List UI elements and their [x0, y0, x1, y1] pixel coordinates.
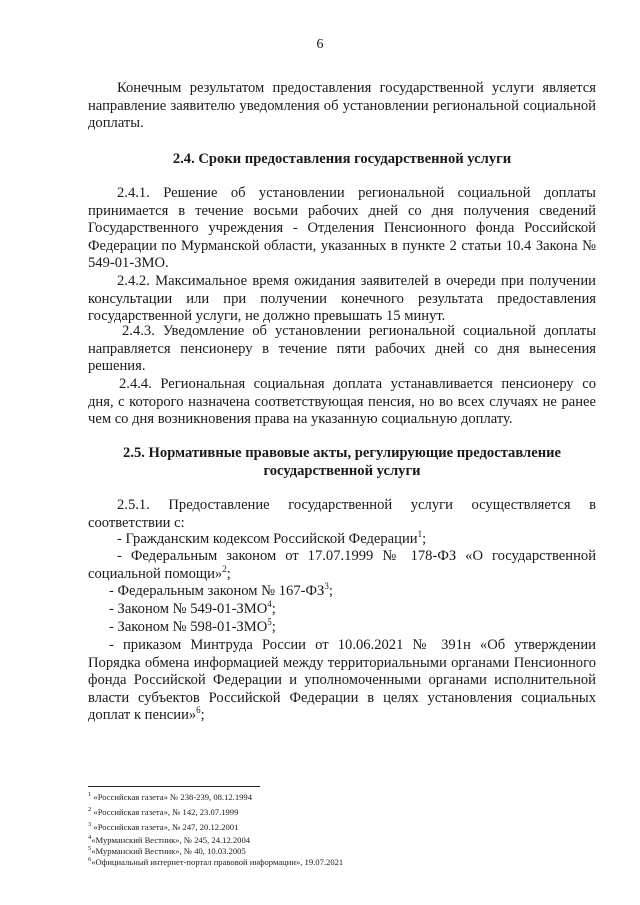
list-item-civil-code: [88, 531, 596, 549]
list-item-text: - Федеральным законом № 167-ФЗ: [109, 583, 325, 599]
list-item-tail: ;: [328, 583, 333, 599]
footnote-number: 6: [88, 856, 92, 864]
section-2-4-heading: 2.4. Сроки предоставления государственной услуги: [172, 151, 512, 167]
footnote-ref: 2: [222, 563, 227, 574]
list-item-text: - приказом Минтруда России от 10.06.2021 № 391н «Об утверждении Порядка обмена информацией между территориальными органами Пенсионного фонда Российской Федерации и уполномоченными органами исполнительной власти субъектов Российской Федерации в целях установления социальных доплат к пенсии»: [88, 637, 596, 724]
footnote-number: 1: [88, 791, 92, 799]
list-item-federal-law-178: [88, 548, 596, 583]
paragraph-2-5-1: 2.5.1. Предоставление государственной услуги осуществляется в соответствии с:: [88, 497, 596, 531]
list-item-law-549: [88, 601, 596, 619]
footnote-text: «Мурманский Вестник», № 245, 24.12.2004: [91, 835, 251, 845]
list-item-federal-law-167: [88, 583, 596, 601]
footnote-separator: [88, 786, 260, 787]
footnote-6: [88, 857, 343, 867]
footnote-3: [88, 822, 238, 832]
list-item-text: - Законом № 598-01-ЗМО: [109, 619, 268, 635]
footnote-1: [88, 792, 252, 802]
footnote-2: [88, 807, 238, 817]
list-item-law-598: [88, 619, 596, 637]
list-item-text: - Законом № 549-01-ЗМО: [109, 601, 268, 617]
section-2-5-heading-line2: государственной услуги: [263, 462, 421, 479]
footnote-text: «Российская газета», № 142, 23.07.1999: [93, 807, 239, 817]
footnote-number: 5: [88, 845, 92, 853]
section-2-5-heading: [88, 445, 596, 480]
list-item-tail: ;: [271, 619, 276, 635]
footnote-ref: 4: [267, 599, 272, 610]
footnote-number: 3: [88, 821, 92, 829]
footnote-ref: 5: [267, 617, 272, 628]
page-number: 6: [316, 37, 324, 52]
paragraph-2-4-2: 2.4.2. Максимальное время ожидания заявителей в очереди при получении консультации или при получении конечного результата предоставления государственной услуги, не должно превышать 15 минут.: [88, 273, 596, 325]
list-item-tail: ;: [226, 565, 231, 582]
list-item-text: - Федеральным законом от 17.07.1999 № 178-ФЗ «О государственной социальной помощи»: [88, 548, 596, 582]
footnote-ref: 1: [417, 529, 423, 540]
list-item-text: - Гражданским кодексом Российской Федерации: [117, 531, 418, 547]
list-item-tail: ;: [200, 707, 205, 724]
footnote-text: «Официальный интернет-портал правовой информации», 19.07.2021: [91, 857, 344, 867]
footnote-5: [88, 846, 246, 856]
list-item-tail: ;: [422, 531, 427, 547]
list-item-mintrud-order: [88, 637, 596, 725]
paragraph-2-4-4: 2.4.4. Региональная социальная доплата устанавливается пенсионеру со дня, с которого назначена соответствующая пенсия, но во всех случаях не ранее чем со дня возникновения права на указанную социальную доплату.: [88, 376, 596, 428]
footnote-text: «Российская газета», № 247, 20.12.2001: [93, 822, 239, 832]
section-2-5-heading-line1: 2.5. Нормативные правовые акты, регулирующие предоставление: [123, 445, 561, 461]
footnote-ref: 6: [196, 705, 201, 716]
footnote-text: «Российская газета» № 238-239, 08.12.1994: [93, 792, 253, 802]
footnote-ref: 3: [324, 581, 329, 592]
footnote-number: 2: [88, 806, 92, 814]
footnote-4: [88, 835, 250, 845]
list-item-tail: ;: [271, 601, 276, 617]
footnote-number: 4: [88, 834, 92, 842]
intro-paragraph: Конечным результатом предоставления государственной услуги является направление заявителю уведомления об установлении региональной социальной доплаты.: [88, 80, 596, 132]
paragraph-2-4-1: 2.4.1. Решение об установлении региональной социальной доплаты принимается в течение восьми рабочих дней со дня получения сведений Государственного учреждения - Отделения Пенсионного фонда Российской Федерации по Мурманской области, указанных в пункте 2 статьи 10.4 Закона № 549-01-ЗМО.: [88, 185, 596, 272]
paragraph-2-4-3: 2.4.3. Уведомление об установлении региональной социальной доплаты направляется пенсионеру в течение пяти рабочих дней со дня вынесения решения.: [88, 323, 596, 375]
footnote-text: «Мурманский Вестник», № 40, 10.03.2005: [91, 846, 246, 856]
